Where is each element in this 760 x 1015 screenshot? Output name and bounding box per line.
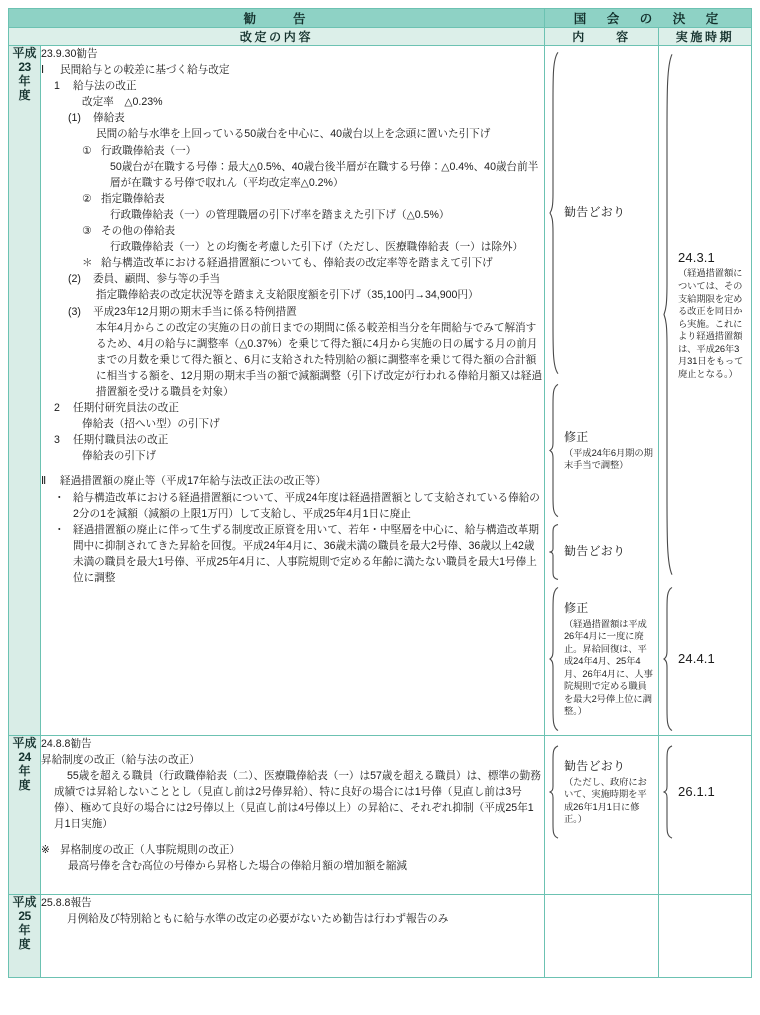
year-number: 24	[18, 750, 31, 765]
year-label-vertical	[9, 895, 40, 952]
revision-content-h24	[41, 736, 545, 895]
subsub-2-body: 行政職俸給表（一）の管理職層の引下げ率を踏まえた引下げ（△0.5%）	[110, 208, 450, 221]
implementation-date: 26.1.1	[677, 783, 715, 799]
item-2	[54, 400, 544, 416]
subsub-3	[82, 223, 544, 239]
table-row	[9, 895, 752, 978]
decision-text	[560, 758, 658, 826]
year-label-vertical	[9, 736, 40, 793]
revision-content-h23	[41, 46, 545, 736]
subsub-3-body: 行政職俸給表（一）との均衡を考慮した引下げ（ただし、医療職俸給表（一）は除外）	[110, 241, 524, 254]
implementation-block	[659, 742, 751, 842]
salary-revision-table	[8, 8, 752, 978]
item-3	[54, 432, 544, 448]
year-suffix-do: 度	[18, 88, 31, 103]
subsub-mark: ③	[82, 225, 92, 238]
decision-title: 勧告どおり	[563, 205, 626, 220]
implementation-stack	[659, 46, 751, 735]
bullet-text: 経過措置額の廃止に伴って生ずる制度改正原資を用いて、若年・中堅層を中心に、給与構造改革期間中に抑制されてきた昇給を回復。平成24年4月に、36歳未満の職員を最大2号俸、36歳以上42歳未満の職員を最大1号俸、平成25年4月に、人事院規則で定める年齢に満たない職員を最大1号俸上位に調整	[73, 523, 539, 584]
table-row	[9, 46, 752, 736]
subsub-2	[82, 191, 544, 207]
revision-content-h25	[41, 895, 545, 978]
subsub-mark: ①	[82, 144, 92, 157]
decision-block	[545, 46, 658, 380]
section-title: 経過措置額の廃止等（平成17年給与法改正法の改正等）	[60, 475, 327, 488]
table-body	[9, 46, 752, 978]
subsub-title: その他の俸給表	[101, 225, 176, 238]
note-title: 昇格制度の改正（人事院規則の改正）	[60, 843, 241, 856]
header-diet-decision: 国 会 の 決 定	[544, 9, 751, 28]
curly-brace-icon	[663, 745, 674, 839]
subsub-mark: ②	[82, 192, 92, 205]
curly-brace-icon	[549, 745, 560, 839]
section-title: 民間給与との較差に基づく給与改定	[60, 64, 230, 77]
decision-title: 修正	[563, 601, 589, 616]
implementation-block	[659, 46, 751, 583]
sub-mark: (2)	[68, 273, 81, 286]
subsub-1	[82, 143, 544, 159]
decision-content-h23	[544, 46, 658, 736]
sub-1-2	[68, 271, 544, 287]
asterisk-icon: ＊	[82, 257, 93, 270]
decision-content-h25	[544, 895, 658, 978]
year-prefix: 平成	[12, 736, 37, 750]
curly-brace-icon	[549, 586, 560, 732]
sub-1-1-body: 民間の給与水準を上回っている50歳台を中心に、40歳台以上を念頭に置いた引下げ	[96, 128, 491, 141]
curly-brace-icon	[549, 49, 560, 377]
note-body: 最高号俸を含む高位の号俸から昇格した場合の俸給月額の増加額を縮減	[68, 859, 407, 872]
implementation-note: （経過措置額については、その支給期限を定める改正を同日から実施。これにより経過措置額は、平成26年3月31日をもって廃止となる。）	[677, 268, 744, 379]
sub-mark: (1)	[68, 112, 81, 125]
year-label-cell-h23	[9, 46, 41, 736]
bullet-icon: ・	[54, 523, 65, 536]
curly-brace-icon	[549, 524, 560, 580]
section-mark: Ⅱ	[41, 475, 47, 488]
note-line	[41, 842, 544, 858]
section-spacer	[41, 833, 544, 842]
year-suffix-nen: 年	[18, 74, 31, 89]
header-revision-content: 改定の内容	[9, 28, 545, 46]
decision-text	[560, 600, 658, 718]
year-suffix-nen: 年	[18, 923, 31, 938]
item-title: 任期付研究員法の改正	[73, 402, 179, 415]
year-number: 25	[18, 909, 31, 924]
header-row-sub	[9, 28, 752, 46]
section-mark: Ⅰ	[41, 64, 45, 77]
decision-block	[545, 521, 658, 583]
implementation-date: 24.4.1	[677, 650, 715, 666]
decision-block	[545, 583, 658, 735]
announcement-heading: 23.9.30勧告	[41, 48, 98, 60]
year-prefix: 平成	[12, 895, 37, 909]
decision-content-h24	[544, 736, 658, 895]
item-3-line: 俸給表の引下げ	[82, 450, 157, 463]
year-suffix-do: 度	[18, 937, 31, 952]
year-prefix: 平成	[12, 46, 37, 60]
decision-note: （経過措置額は平成26年4月に一度に廃止。昇給回復は、平成24年4月、25年4月、26年4月に、人事院規則で定める職員を最大2号俸上位に調整。）	[563, 618, 653, 717]
year-label-cell-h24	[9, 736, 41, 895]
year-suffix-do: 度	[18, 778, 31, 793]
header-content: 内 容	[544, 28, 658, 46]
sub-1-1	[68, 110, 544, 126]
curly-brace-icon	[663, 49, 674, 580]
implementation-date: 24.3.1	[677, 249, 715, 265]
announcement-heading: 25.8.8報告	[41, 897, 92, 909]
implementation-h23	[658, 46, 751, 736]
sub-mark: (3)	[68, 305, 81, 318]
header-row-top	[9, 9, 752, 28]
announcement-body: 55歳を超える職員（行政職俸給表（二）、医療職俸給表（一）は57歳を超える職員）は、標準の勤務成績では昇給しないこととし（見直し前は2号俸昇給）、特に良好の場合には1号俸（見直し前は3号俸）、極めて良好の場合には2号俸以上（見直し前は4号俸以上）の昇給に、それぞれ抑制（平成25年1月1日実施）	[54, 770, 541, 831]
decision-note: （平成24年6月期の期末手当で調整）	[563, 447, 653, 471]
item-mark: 2	[54, 402, 60, 415]
implementation-text	[674, 783, 751, 802]
subsub-note-body: 給与構造改革における経過措置額についても、俸給表の改定率等を踏まえて引下げ	[101, 257, 493, 270]
table-header	[9, 9, 752, 46]
decision-stack	[545, 46, 658, 735]
item-mark: 3	[54, 434, 60, 447]
reference-mark-icon: ※	[41, 843, 50, 856]
decision-text	[560, 429, 658, 471]
implementation-text	[674, 650, 751, 669]
decision-text	[560, 204, 658, 221]
decision-block	[545, 742, 658, 842]
bullet-item	[54, 522, 544, 586]
table-row	[9, 736, 752, 895]
bullet-item	[54, 490, 544, 522]
subsub-title: 指定職俸給表	[101, 192, 165, 205]
item-title: 給与法の改正	[73, 80, 137, 93]
sub-1-3	[68, 304, 544, 320]
bullet-text: 給与構造改革における経過措置額について、平成24年度は経過措置額として支給されている俸給の2分の1を減額（減額の上限1万円）して支給し、平成25年4月1日に廃止	[73, 491, 540, 520]
decision-title: 勧告どおり	[563, 544, 626, 559]
announcement-body: 月例給及び特別給ともに給与水準の改定の必要がないため勧告は行わず報告のみ	[67, 913, 449, 926]
item-title: 任期付職員法の改正	[73, 434, 169, 447]
item-mark: 1	[54, 80, 60, 93]
section-I	[41, 62, 544, 78]
subsub-1-body: 50歳台が在職する号俸：最大△0.5%、40歳台後半層が在職する号俸：△0.4%、40歳台前半層が在職する号俸で収れん（平均改定率△0.2%）	[110, 160, 539, 189]
implementation-h24	[658, 736, 751, 895]
year-suffix-nen: 年	[18, 764, 31, 779]
decision-text	[560, 543, 658, 560]
sub-title: 俸給表	[93, 112, 125, 125]
subsub-title: 行政職俸給表（一）	[101, 144, 197, 157]
bullet-icon: ・	[54, 491, 65, 504]
year-number: 23	[18, 60, 31, 75]
section-II	[41, 473, 544, 489]
decision-note: （ただし、政府において、実施時期を平成26年1月1日に修正。）	[563, 776, 647, 825]
curly-brace-icon	[663, 586, 674, 732]
sub-1-3-body: 本年4月からこの改定の実施の日の前日までの期間に係る較差相当分を年間給与でみて解消するため、4月の給与に調整率（△0.37%）を乗じて得た額に4月から実施の日の属する月の前月までの月数を乗じて得た額と、6月に支給された特別給の額に調整率を乗じて得た額の合計額に相当する額を、12月期の期末手当の額で減額調整（引下げ改定が行われる俸給月額又は経過措置額を受ける職員を対象）	[96, 321, 543, 398]
year-label-cell-h25	[9, 895, 41, 978]
curly-brace-icon	[549, 383, 560, 518]
sub-title: 委員、顧問、参与等の手当	[93, 273, 221, 286]
section-spacer	[41, 464, 544, 473]
year-label-vertical	[9, 46, 40, 103]
item-2-line: 俸給表（招へい型）の引下げ	[82, 418, 220, 431]
item-1	[54, 78, 544, 94]
header-implementation-time: 実施時期	[658, 28, 751, 46]
implementation-block	[659, 583, 751, 735]
subsub-note	[82, 255, 544, 271]
decision-title: 修正	[563, 430, 589, 445]
announcement-heading: 24.8.8勧告	[41, 738, 92, 750]
item-1-rate: 改定率 △0.23%	[82, 96, 163, 109]
decision-block	[545, 380, 658, 521]
header-recommendation: 勧 告	[9, 9, 545, 28]
implementation-text	[674, 249, 751, 381]
sub-1-2-body: 指定職俸給表の改定状況等を踏まえ支給限度額を引下げ（35,100円→34,900円）	[96, 289, 479, 302]
announcement-subheading: 昇給制度の改正（給与法の改正）	[41, 754, 200, 767]
sub-title: 平成23年12月期の期末手当に係る特例措置	[93, 305, 297, 318]
implementation-h25	[658, 895, 751, 978]
decision-title: 勧告どおり	[563, 759, 626, 774]
